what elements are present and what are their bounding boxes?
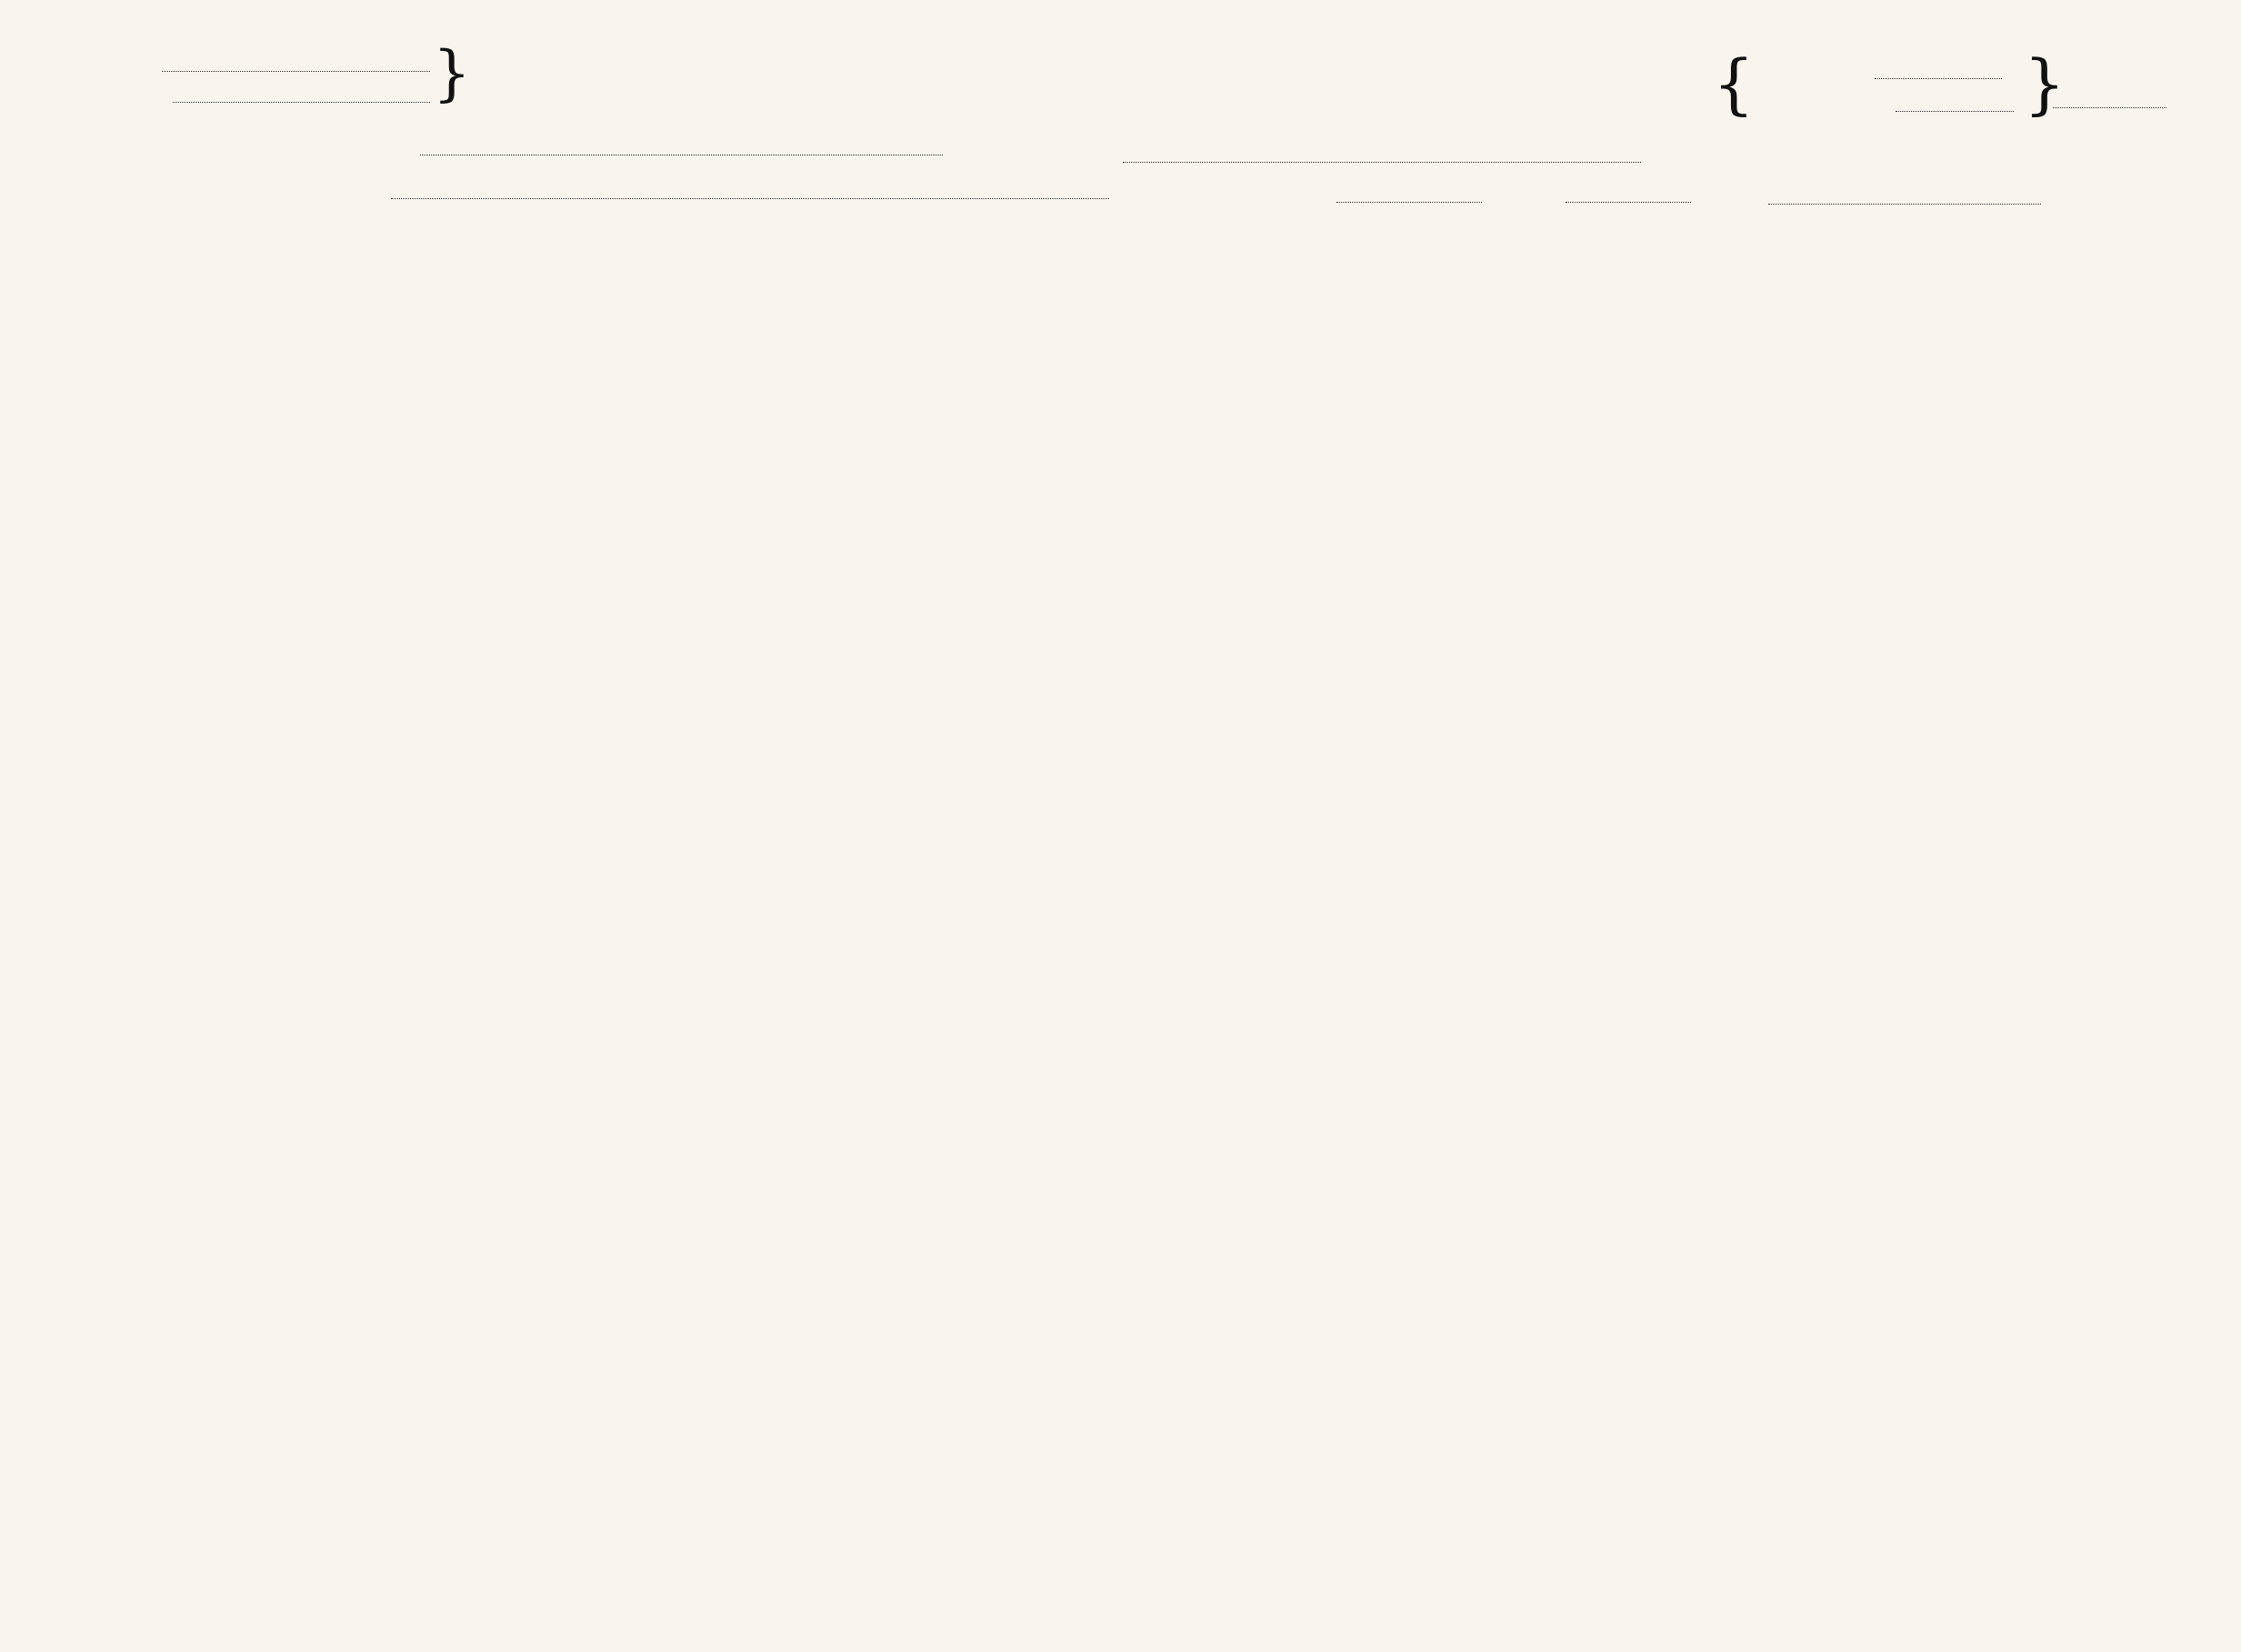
district-brace-right: } <box>2024 45 2066 122</box>
district-brace-left: { <box>1713 45 1755 122</box>
state-county-brace: } <box>433 38 471 108</box>
